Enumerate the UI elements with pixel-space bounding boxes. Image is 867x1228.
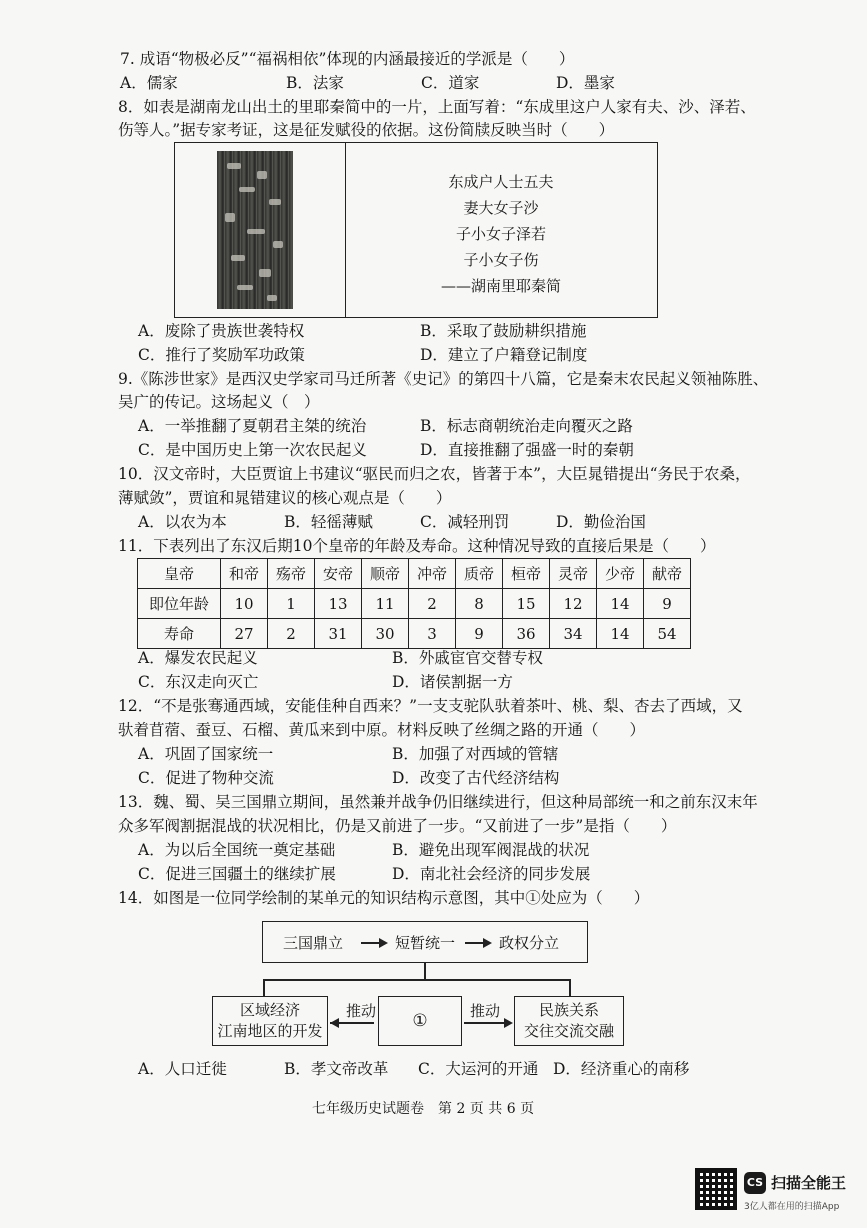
q12-option-a: A．巩固了国家统一 <box>138 745 274 763</box>
table-row-header: 即位年龄 <box>138 589 221 619</box>
scanner-tagline: 3亿人都在用的扫描App <box>744 1202 840 1212</box>
q14-left-box-line: 江南地区的开发 <box>217 1022 323 1040</box>
bamboo-slip-image <box>217 151 293 309</box>
q14-option-a: A．人口迁徙 <box>138 1060 227 1078</box>
table-cell: 和帝 <box>221 559 268 589</box>
q8-stem-line2: 伤等人。”据专家考证，这是征发赋役的依据。这份简牍反映当时（ ） <box>118 121 615 139</box>
q12-option-d: D．改变了古代经济结构 <box>392 769 560 787</box>
table-cell: 顺帝 <box>362 559 409 589</box>
table-cell: 冲帝 <box>409 559 456 589</box>
table-cell: 2 <box>409 589 456 619</box>
q10-option-d: D．勤俭治国 <box>556 513 646 531</box>
q10-option-c: C．减轻刑罚 <box>420 513 510 531</box>
q9-option-d: D．直接推翻了强盛一时的秦朝 <box>420 441 634 459</box>
q10-stem-line1: 10．汉文帝时，大臣贾谊上书建议“驱民而归之农，皆著于本”，大臣晁错提出“务民于农桑， <box>118 465 751 483</box>
q7-option-a: A．儒家 <box>120 74 178 92</box>
table-cell: 14 <box>597 619 644 649</box>
q14-right-box-line: 交往交流交融 <box>523 1022 614 1040</box>
q7-stem: 7. 成语“物极必反”“福祸相依”体现的内涵最接近的学派是（ ） <box>120 50 575 68</box>
q8-slip-line: 子小女子泽若 <box>455 225 546 243</box>
q13-stem-line1: 13．魏、蜀、吴三国鼎立期间，虽然兼并战争仍旧继续进行，但这种局部统一和之前东汉末年 <box>118 793 758 811</box>
q8-slip-source: ——湖南里耶秦简 <box>440 277 561 295</box>
table-cell: 9 <box>456 619 503 649</box>
q8-slip-transcription <box>345 169 657 299</box>
table-cell: 3 <box>409 619 456 649</box>
q14-option-c: C．大运河的开通 <box>418 1060 539 1078</box>
diagram-connector <box>464 1022 508 1024</box>
q13-stem-line2: 众多军阀割据混战的状况相比，仍是又前进了一步。“又前进了一步”是指（ ） <box>118 817 677 835</box>
table-cell: 34 <box>550 619 597 649</box>
table-cell: 15 <box>503 589 550 619</box>
table-cell: 1 <box>268 589 315 619</box>
q9-stem-line2: 吴广的传记。这场起义（ ） <box>118 393 320 411</box>
q8-slip-line: 东成户人士五夫 <box>448 173 554 191</box>
q13-option-c: C．促进三国疆土的继续扩展 <box>138 865 336 883</box>
q9-option-c: C．是中国历史上第一次农民起义 <box>138 441 367 459</box>
table-cell: 10 <box>221 589 268 619</box>
q14-top-box <box>262 921 588 963</box>
q14-stage-1: 三国鼎立 <box>283 934 344 952</box>
q12-option-c: C．促进了物种交流 <box>138 769 274 787</box>
table-cell: 54 <box>644 619 691 649</box>
table-row <box>138 559 691 589</box>
q7-option-d: D．墨家 <box>556 74 615 92</box>
table-row-header: 寿命 <box>138 619 221 649</box>
table-row-header: 皇帝 <box>138 559 221 589</box>
q8-stem-line1: 8．如表是湖南龙山出土的里耶秦简中的一片，上面写着：“东成里这户人家有夫、沙、泽若、 <box>118 98 756 116</box>
q11-emperor-table <box>137 558 691 649</box>
q14-left-box <box>212 996 328 1046</box>
table-cell: 30 <box>362 619 409 649</box>
table-cell: 殇帝 <box>268 559 315 589</box>
q7-option-c: C．道家 <box>421 74 480 92</box>
q8-option-d: D．建立了户籍登记制度 <box>420 346 588 364</box>
q7-option-b: B．法家 <box>286 74 344 92</box>
q8-slip-line: 妻大女子沙 <box>463 199 539 217</box>
arrow-right-icon <box>379 938 388 948</box>
q11-option-a: A．爆发农民起义 <box>138 649 258 667</box>
q14-arrow-label-right: 推动 <box>470 1002 501 1020</box>
diagram-connector <box>569 979 571 996</box>
q9-stem-line1: 9.《陈涉世家》是西汉史学家司马迁所著《史记》的第四十八篇，它是秦末农民起义领袖陈胜、 <box>118 370 769 388</box>
q11-stem: 11．下表列出了东汉后期10个皇帝的年龄及寿命。这种情况导致的直接后果是（ ） <box>118 537 716 555</box>
q14-stem: 14．如图是一位同学绘制的某单元的知识结构示意图，其中①处应为（ ） <box>118 889 650 907</box>
q14-left-box-line: 区域经济 <box>239 1001 300 1019</box>
table-cell: 献帝 <box>644 559 691 589</box>
table-cell: 12 <box>550 589 597 619</box>
q9-option-a: A．一举推翻了夏朝君主桀的统治 <box>138 417 367 435</box>
q11-option-b: B．外戚宦官交替专权 <box>392 649 543 667</box>
arrow-left-icon <box>330 1018 339 1028</box>
table-cell: 14 <box>597 589 644 619</box>
table-cell: 2 <box>268 619 315 649</box>
table-cell: 13 <box>315 589 362 619</box>
q14-stage-2: 短暂统一 <box>395 934 456 952</box>
table-cell: 少帝 <box>597 559 644 589</box>
q14-right-box-line: 民族关系 <box>538 1001 599 1019</box>
table-cell: 31 <box>315 619 362 649</box>
q13-option-a: A．为以后全国统一奠定基础 <box>138 841 336 859</box>
q14-center-box: ① <box>378 996 462 1046</box>
table-cell: 27 <box>221 619 268 649</box>
arrow-right-icon <box>483 938 492 948</box>
diagram-connector <box>424 962 426 980</box>
table-cell: 36 <box>503 619 550 649</box>
cs-logo-icon: CS <box>744 1172 766 1194</box>
q10-stem-line2: 薄赋敛”，贾谊和晁错建议的核心观点是（ ） <box>118 489 452 507</box>
q12-stem-line1: 12．“不是张骞通西域，安能佳种自西来？”一支支驼队驮着茶叶、桃、梨、杏去了西域，又 <box>118 697 743 715</box>
q14-option-d: D．经济重心的南移 <box>553 1060 690 1078</box>
q10-option-a: A．以农为本 <box>138 513 227 531</box>
table-cell: 11 <box>362 589 409 619</box>
table-row <box>138 589 691 619</box>
q11-option-c: C．东汉走向灭亡 <box>138 673 259 691</box>
q8-option-b: B．采取了鼓励耕织措施 <box>420 322 587 340</box>
table-cell: 安帝 <box>315 559 362 589</box>
table-cell: 9 <box>644 589 691 619</box>
diagram-connector <box>263 979 265 996</box>
q9-option-b: B．标志商朝统治走向覆灭之路 <box>420 417 633 435</box>
q11-option-d: D．诸侯割据一方 <box>392 673 513 691</box>
page-footer: 七年级历史试题卷 第 2 页 共 6 页 <box>312 1101 535 1117</box>
table-cell: 8 <box>456 589 503 619</box>
q12-option-b: B．加强了对西域的管辖 <box>392 745 559 763</box>
q8-option-c: C．推行了奖励军功政策 <box>138 346 305 364</box>
q12-stem-line2: 驮着苜蓿、蚕豆、石榴、黄瓜来到中原。材料反映了丝绸之路的开通（ ） <box>118 721 646 739</box>
q14-option-b: B．孝文帝改革 <box>284 1060 389 1078</box>
diagram-connector <box>263 979 570 981</box>
q13-option-d: D．南北社会经济的同步发展 <box>392 865 591 883</box>
table-cell: 质帝 <box>456 559 503 589</box>
scanner-brand: 扫描全能王 <box>771 1174 847 1192</box>
table-cell: 桓帝 <box>503 559 550 589</box>
q10-option-b: B．轻徭薄赋 <box>284 513 373 531</box>
q8-source-table <box>174 142 658 318</box>
table-row <box>138 619 691 649</box>
table-cell: 灵帝 <box>550 559 597 589</box>
q8-option-a: A．废除了贵族世袭特权 <box>138 322 305 340</box>
q14-right-box <box>514 996 624 1046</box>
qr-code-icon <box>695 1168 737 1210</box>
arrow-right-icon <box>504 1018 513 1028</box>
q13-option-b: B．避免出现军阀混战的状况 <box>392 841 590 859</box>
q8-slip-line: 子小女子伤 <box>463 251 539 269</box>
q14-stage-3: 政权分立 <box>499 934 560 952</box>
q14-arrow-label-left: 推动 <box>346 1002 377 1020</box>
